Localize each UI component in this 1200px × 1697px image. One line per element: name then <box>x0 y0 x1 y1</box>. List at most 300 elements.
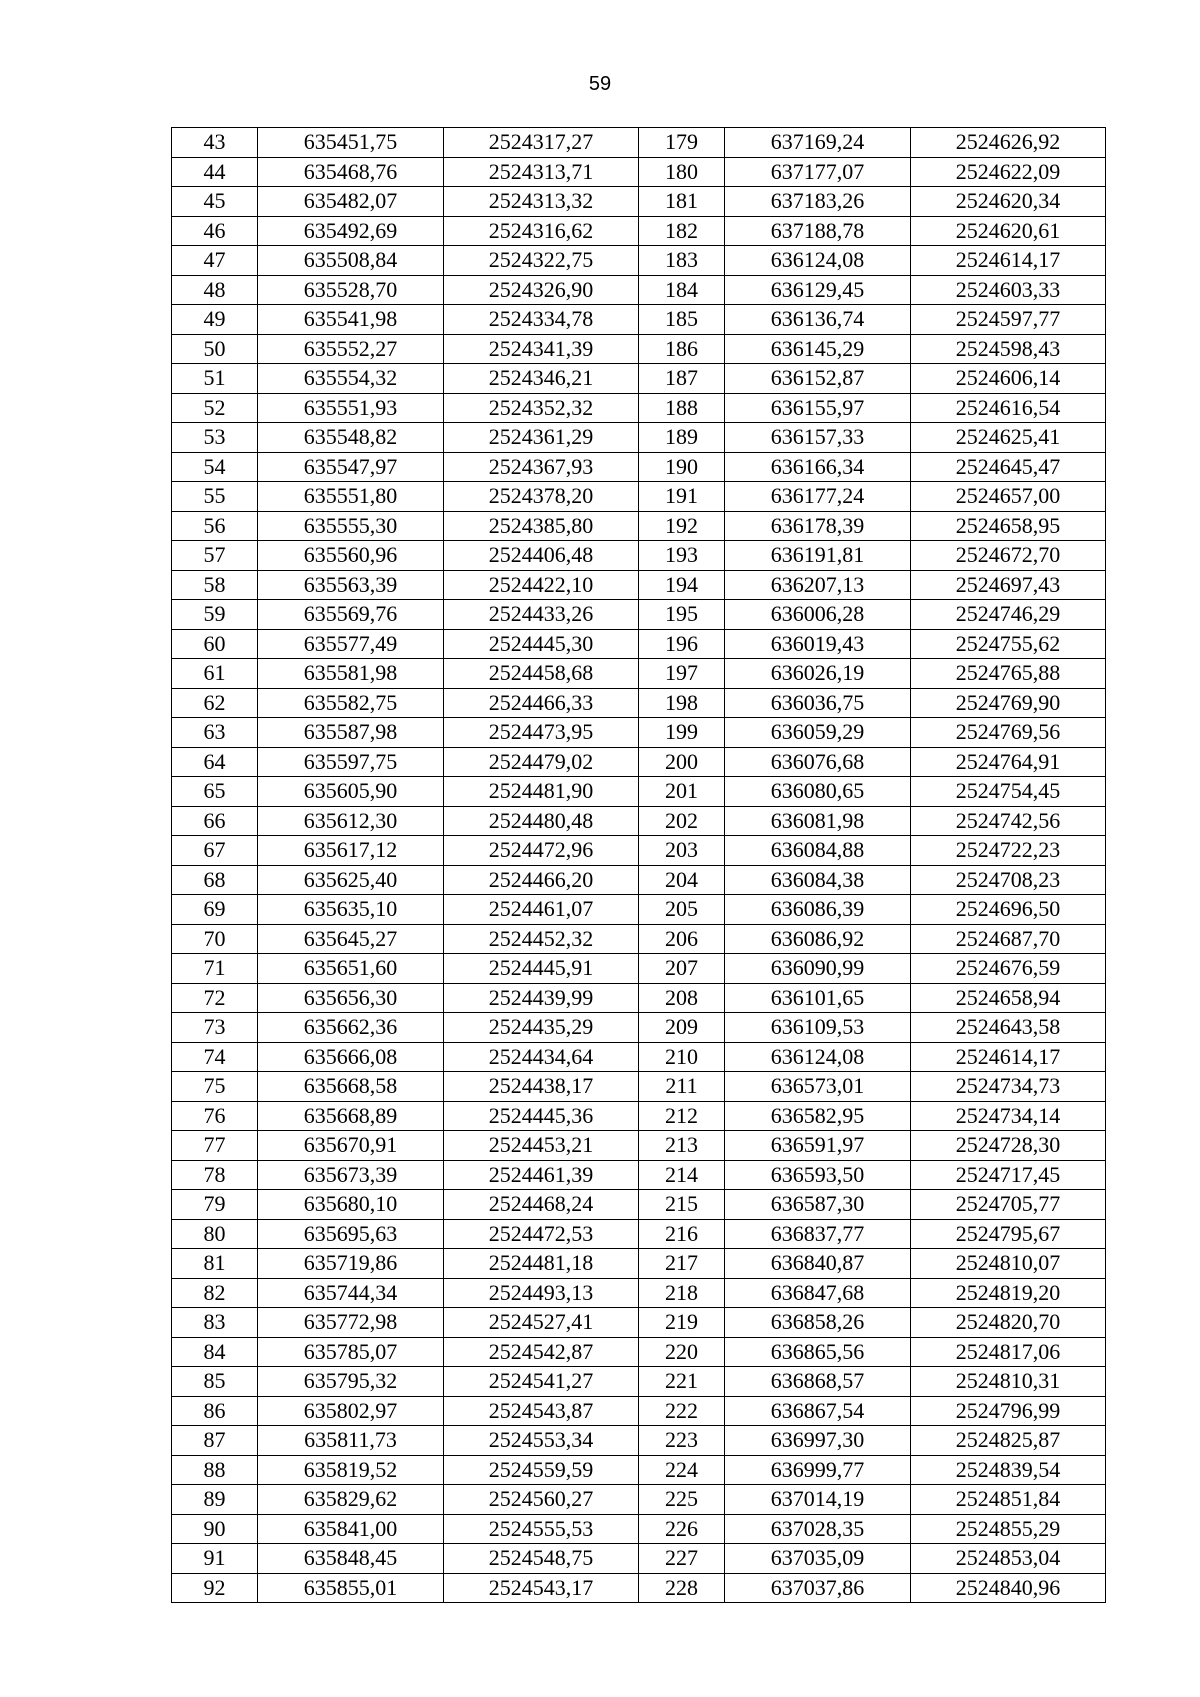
point-number-right: 182 <box>639 216 725 246</box>
x-coordinate-left: 635695,63 <box>258 1219 444 1249</box>
y-coordinate-right: 2524614,17 <box>911 246 1106 276</box>
point-number-left: 49 <box>172 305 258 335</box>
y-coordinate-left: 2524481,18 <box>444 1249 639 1279</box>
x-coordinate-right: 636166,34 <box>725 452 911 482</box>
x-coordinate-right: 636080,65 <box>725 777 911 807</box>
x-coordinate-right: 636145,29 <box>725 334 911 364</box>
coordinates-table-body <box>172 128 1106 1603</box>
x-coordinate-left: 635680,10 <box>258 1190 444 1220</box>
x-coordinate-left: 635645,27 <box>258 924 444 954</box>
y-coordinate-right: 2524851,84 <box>911 1485 1106 1515</box>
y-coordinate-left: 2524452,32 <box>444 924 639 954</box>
x-coordinate-left: 635451,75 <box>258 128 444 158</box>
y-coordinate-left: 2524493,13 <box>444 1278 639 1308</box>
point-number-left: 56 <box>172 511 258 541</box>
table-row <box>172 1190 1106 1220</box>
x-coordinate-left: 635617,12 <box>258 836 444 866</box>
point-number-right: 202 <box>639 806 725 836</box>
y-coordinate-right: 2524717,45 <box>911 1160 1106 1190</box>
table-row <box>172 423 1106 453</box>
table-row <box>172 659 1106 689</box>
x-coordinate-left: 635551,93 <box>258 393 444 423</box>
y-coordinate-right: 2524645,47 <box>911 452 1106 482</box>
table-row <box>172 1013 1106 1043</box>
y-coordinate-left: 2524553,34 <box>444 1426 639 1456</box>
y-coordinate-right: 2524708,23 <box>911 865 1106 895</box>
x-coordinate-right: 636086,39 <box>725 895 911 925</box>
point-number-left: 74 <box>172 1042 258 1072</box>
point-number-right: 209 <box>639 1013 725 1043</box>
y-coordinate-left: 2524560,27 <box>444 1485 639 1515</box>
table-row <box>172 1308 1106 1338</box>
x-coordinate-left: 635651,60 <box>258 954 444 984</box>
point-number-left: 44 <box>172 157 258 187</box>
x-coordinate-right: 636109,53 <box>725 1013 911 1043</box>
x-coordinate-left: 635802,97 <box>258 1396 444 1426</box>
x-coordinate-left: 635673,39 <box>258 1160 444 1190</box>
point-number-left: 46 <box>172 216 258 246</box>
point-number-left: 91 <box>172 1544 258 1574</box>
y-coordinate-right: 2524614,17 <box>911 1042 1106 1072</box>
x-coordinate-left: 635597,75 <box>258 747 444 777</box>
table-row <box>172 1573 1106 1603</box>
point-number-right: 181 <box>639 187 725 217</box>
point-number-right: 179 <box>639 128 725 158</box>
y-coordinate-right: 2524746,29 <box>911 600 1106 630</box>
x-coordinate-right: 636090,99 <box>725 954 911 984</box>
point-number-left: 61 <box>172 659 258 689</box>
table-row <box>172 718 1106 748</box>
x-coordinate-right: 636129,45 <box>725 275 911 305</box>
point-number-right: 195 <box>639 600 725 630</box>
x-coordinate-left: 635785,07 <box>258 1337 444 1367</box>
y-coordinate-right: 2524676,59 <box>911 954 1106 984</box>
point-number-right: 227 <box>639 1544 725 1574</box>
x-coordinate-right: 636582,95 <box>725 1101 911 1131</box>
x-coordinate-left: 635548,82 <box>258 423 444 453</box>
point-number-left: 57 <box>172 541 258 571</box>
y-coordinate-right: 2524795,67 <box>911 1219 1106 1249</box>
y-coordinate-right: 2524764,91 <box>911 747 1106 777</box>
y-coordinate-left: 2524473,95 <box>444 718 639 748</box>
y-coordinate-right: 2524755,62 <box>911 629 1106 659</box>
x-coordinate-right: 636101,65 <box>725 983 911 1013</box>
x-coordinate-right: 636868,57 <box>725 1367 911 1397</box>
table-row <box>172 865 1106 895</box>
x-coordinate-right: 637177,07 <box>725 157 911 187</box>
point-number-right: 191 <box>639 482 725 512</box>
x-coordinate-right: 636837,77 <box>725 1219 911 1249</box>
point-number-left: 53 <box>172 423 258 453</box>
y-coordinate-left: 2524542,87 <box>444 1337 639 1367</box>
y-coordinate-right: 2524598,43 <box>911 334 1106 364</box>
y-coordinate-right: 2524734,14 <box>911 1101 1106 1131</box>
x-coordinate-right: 636207,13 <box>725 570 911 600</box>
x-coordinate-left: 635587,98 <box>258 718 444 748</box>
y-coordinate-left: 2524468,24 <box>444 1190 639 1220</box>
table-row <box>172 1219 1106 1249</box>
y-coordinate-left: 2524472,96 <box>444 836 639 866</box>
x-coordinate-right: 636593,50 <box>725 1160 911 1190</box>
x-coordinate-left: 635841,00 <box>258 1514 444 1544</box>
point-number-left: 70 <box>172 924 258 954</box>
point-number-right: 211 <box>639 1072 725 1102</box>
table-row <box>172 1396 1106 1426</box>
point-number-left: 68 <box>172 865 258 895</box>
point-number-right: 183 <box>639 246 725 276</box>
x-coordinate-right: 636867,54 <box>725 1396 911 1426</box>
point-number-left: 87 <box>172 1426 258 1456</box>
table-row <box>172 600 1106 630</box>
y-coordinate-left: 2524466,33 <box>444 688 639 718</box>
table-row <box>172 305 1106 335</box>
point-number-left: 81 <box>172 1249 258 1279</box>
x-coordinate-left: 635819,52 <box>258 1455 444 1485</box>
x-coordinate-left: 635829,62 <box>258 1485 444 1515</box>
y-coordinate-right: 2524722,23 <box>911 836 1106 866</box>
x-coordinate-right: 637188,78 <box>725 216 911 246</box>
point-number-right: 218 <box>639 1278 725 1308</box>
point-number-left: 51 <box>172 364 258 394</box>
point-number-right: 185 <box>639 305 725 335</box>
x-coordinate-left: 635811,73 <box>258 1426 444 1456</box>
point-number-right: 213 <box>639 1131 725 1161</box>
table-row <box>172 777 1106 807</box>
x-coordinate-right: 637169,24 <box>725 128 911 158</box>
point-number-left: 86 <box>172 1396 258 1426</box>
x-coordinate-right: 636006,28 <box>725 600 911 630</box>
y-coordinate-left: 2524461,07 <box>444 895 639 925</box>
y-coordinate-left: 2524527,41 <box>444 1308 639 1338</box>
point-number-right: 189 <box>639 423 725 453</box>
table-row <box>172 482 1106 512</box>
y-coordinate-right: 2524597,77 <box>911 305 1106 335</box>
x-coordinate-right: 636084,38 <box>725 865 911 895</box>
y-coordinate-left: 2524434,64 <box>444 1042 639 1072</box>
y-coordinate-right: 2524696,50 <box>911 895 1106 925</box>
point-number-right: 208 <box>639 983 725 1013</box>
point-number-left: 73 <box>172 1013 258 1043</box>
table-row <box>172 246 1106 276</box>
y-coordinate-right: 2524839,54 <box>911 1455 1106 1485</box>
y-coordinate-right: 2524603,33 <box>911 275 1106 305</box>
point-number-left: 80 <box>172 1219 258 1249</box>
point-number-right: 187 <box>639 364 725 394</box>
x-coordinate-left: 635668,58 <box>258 1072 444 1102</box>
y-coordinate-left: 2524341,39 <box>444 334 639 364</box>
y-coordinate-left: 2524472,53 <box>444 1219 639 1249</box>
y-coordinate-left: 2524543,87 <box>444 1396 639 1426</box>
point-number-left: 54 <box>172 452 258 482</box>
point-number-right: 193 <box>639 541 725 571</box>
y-coordinate-left: 2524438,17 <box>444 1072 639 1102</box>
table-row <box>172 895 1106 925</box>
point-number-left: 55 <box>172 482 258 512</box>
table-row <box>172 983 1106 1013</box>
x-coordinate-left: 635719,86 <box>258 1249 444 1279</box>
point-number-right: 203 <box>639 836 725 866</box>
point-number-right: 207 <box>639 954 725 984</box>
point-number-left: 78 <box>172 1160 258 1190</box>
table-row <box>172 334 1106 364</box>
x-coordinate-right: 636587,30 <box>725 1190 911 1220</box>
y-coordinate-left: 2524453,21 <box>444 1131 639 1161</box>
y-coordinate-right: 2524855,29 <box>911 1514 1106 1544</box>
y-coordinate-right: 2524820,70 <box>911 1308 1106 1338</box>
x-coordinate-left: 635563,39 <box>258 570 444 600</box>
point-number-left: 59 <box>172 600 258 630</box>
x-coordinate-left: 635625,40 <box>258 865 444 895</box>
point-number-right: 220 <box>639 1337 725 1367</box>
x-coordinate-right: 636124,08 <box>725 246 911 276</box>
y-coordinate-right: 2524622,09 <box>911 157 1106 187</box>
y-coordinate-left: 2524461,39 <box>444 1160 639 1190</box>
y-coordinate-left: 2524326,90 <box>444 275 639 305</box>
table-row <box>172 541 1106 571</box>
x-coordinate-right: 636081,98 <box>725 806 911 836</box>
y-coordinate-left: 2524548,75 <box>444 1544 639 1574</box>
y-coordinate-left: 2524481,90 <box>444 777 639 807</box>
point-number-left: 50 <box>172 334 258 364</box>
x-coordinate-right: 636865,56 <box>725 1337 911 1367</box>
point-number-left: 58 <box>172 570 258 600</box>
y-coordinate-left: 2524559,59 <box>444 1455 639 1485</box>
point-number-left: 52 <box>172 393 258 423</box>
table-row <box>172 1249 1106 1279</box>
table-row <box>172 511 1106 541</box>
y-coordinate-left: 2524445,36 <box>444 1101 639 1131</box>
point-number-left: 48 <box>172 275 258 305</box>
y-coordinate-left: 2524543,17 <box>444 1573 639 1603</box>
y-coordinate-right: 2524742,56 <box>911 806 1106 836</box>
table-row <box>172 1367 1106 1397</box>
point-number-left: 84 <box>172 1337 258 1367</box>
point-number-left: 75 <box>172 1072 258 1102</box>
table-row <box>172 924 1106 954</box>
x-coordinate-left: 635855,01 <box>258 1573 444 1603</box>
table-row <box>172 216 1106 246</box>
y-coordinate-right: 2524620,61 <box>911 216 1106 246</box>
x-coordinate-right: 637183,26 <box>725 187 911 217</box>
point-number-left: 85 <box>172 1367 258 1397</box>
point-number-left: 65 <box>172 777 258 807</box>
table-row <box>172 570 1106 600</box>
x-coordinate-left: 635560,96 <box>258 541 444 571</box>
y-coordinate-left: 2524406,48 <box>444 541 639 571</box>
table-row <box>172 1337 1106 1367</box>
x-coordinate-left: 635551,80 <box>258 482 444 512</box>
x-coordinate-right: 636019,43 <box>725 629 911 659</box>
table-row <box>172 954 1106 984</box>
x-coordinate-right: 637014,19 <box>725 1485 911 1515</box>
x-coordinate-left: 635468,76 <box>258 157 444 187</box>
table-row <box>172 629 1106 659</box>
point-number-right: 228 <box>639 1573 725 1603</box>
point-number-right: 216 <box>639 1219 725 1249</box>
y-coordinate-left: 2524322,75 <box>444 246 639 276</box>
y-coordinate-left: 2524316,62 <box>444 216 639 246</box>
table-row <box>172 157 1106 187</box>
table-row <box>172 806 1106 836</box>
x-coordinate-right: 636076,68 <box>725 747 911 777</box>
y-coordinate-right: 2524705,77 <box>911 1190 1106 1220</box>
table-row <box>172 1514 1106 1544</box>
point-number-left: 90 <box>172 1514 258 1544</box>
point-number-right: 197 <box>639 659 725 689</box>
page-number: 59 <box>588 73 612 95</box>
x-coordinate-left: 635554,32 <box>258 364 444 394</box>
y-coordinate-left: 2524367,93 <box>444 452 639 482</box>
point-number-right: 198 <box>639 688 725 718</box>
point-number-right: 222 <box>639 1396 725 1426</box>
y-coordinate-right: 2524769,56 <box>911 718 1106 748</box>
point-number-left: 83 <box>172 1308 258 1338</box>
x-coordinate-left: 635635,10 <box>258 895 444 925</box>
x-coordinate-left: 635612,30 <box>258 806 444 836</box>
table-row <box>172 1544 1106 1574</box>
y-coordinate-right: 2524769,90 <box>911 688 1106 718</box>
x-coordinate-left: 635772,98 <box>258 1308 444 1338</box>
point-number-right: 226 <box>639 1514 725 1544</box>
y-coordinate-right: 2524734,73 <box>911 1072 1106 1102</box>
x-coordinate-left: 635582,75 <box>258 688 444 718</box>
point-number-left: 67 <box>172 836 258 866</box>
y-coordinate-left: 2524313,32 <box>444 187 639 217</box>
point-number-right: 217 <box>639 1249 725 1279</box>
x-coordinate-right: 636191,81 <box>725 541 911 571</box>
x-coordinate-left: 635662,36 <box>258 1013 444 1043</box>
y-coordinate-right: 2524817,06 <box>911 1337 1106 1367</box>
table-row <box>172 1042 1106 1072</box>
y-coordinate-left: 2524352,32 <box>444 393 639 423</box>
y-coordinate-left: 2524479,02 <box>444 747 639 777</box>
y-coordinate-right: 2524687,70 <box>911 924 1106 954</box>
point-number-left: 89 <box>172 1485 258 1515</box>
x-coordinate-left: 635482,07 <box>258 187 444 217</box>
point-number-right: 200 <box>639 747 725 777</box>
y-coordinate-left: 2524541,27 <box>444 1367 639 1397</box>
x-coordinate-right: 636026,19 <box>725 659 911 689</box>
point-number-right: 223 <box>639 1426 725 1456</box>
point-number-left: 63 <box>172 718 258 748</box>
x-coordinate-left: 635577,49 <box>258 629 444 659</box>
y-coordinate-right: 2524853,04 <box>911 1544 1106 1574</box>
x-coordinate-left: 635528,70 <box>258 275 444 305</box>
x-coordinate-left: 635668,89 <box>258 1101 444 1131</box>
x-coordinate-right: 636152,87 <box>725 364 911 394</box>
y-coordinate-right: 2524765,88 <box>911 659 1106 689</box>
x-coordinate-right: 637028,35 <box>725 1514 911 1544</box>
x-coordinate-left: 635552,27 <box>258 334 444 364</box>
y-coordinate-left: 2524458,68 <box>444 659 639 689</box>
point-number-left: 71 <box>172 954 258 984</box>
y-coordinate-right: 2524810,07 <box>911 1249 1106 1279</box>
point-number-right: 224 <box>639 1455 725 1485</box>
y-coordinate-right: 2524810,31 <box>911 1367 1106 1397</box>
x-coordinate-left: 635605,90 <box>258 777 444 807</box>
y-coordinate-left: 2524334,78 <box>444 305 639 335</box>
point-number-left: 79 <box>172 1190 258 1220</box>
table-row <box>172 688 1106 718</box>
x-coordinate-right: 636591,97 <box>725 1131 911 1161</box>
x-coordinate-right: 636059,29 <box>725 718 911 748</box>
point-number-right: 192 <box>639 511 725 541</box>
table-row <box>172 836 1106 866</box>
point-number-left: 47 <box>172 246 258 276</box>
y-coordinate-right: 2524728,30 <box>911 1131 1106 1161</box>
table-row <box>172 1455 1106 1485</box>
y-coordinate-left: 2524361,29 <box>444 423 639 453</box>
y-coordinate-left: 2524422,10 <box>444 570 639 600</box>
y-coordinate-right: 2524697,43 <box>911 570 1106 600</box>
y-coordinate-right: 2524620,34 <box>911 187 1106 217</box>
table-row <box>172 275 1106 305</box>
table-row <box>172 1072 1106 1102</box>
point-number-right: 214 <box>639 1160 725 1190</box>
point-number-right: 194 <box>639 570 725 600</box>
y-coordinate-right: 2524616,54 <box>911 393 1106 423</box>
point-number-right: 205 <box>639 895 725 925</box>
point-number-left: 45 <box>172 187 258 217</box>
x-coordinate-right: 636124,08 <box>725 1042 911 1072</box>
x-coordinate-right: 636086,92 <box>725 924 911 954</box>
point-number-right: 180 <box>639 157 725 187</box>
x-coordinate-left: 635795,32 <box>258 1367 444 1397</box>
x-coordinate-right: 636858,26 <box>725 1308 911 1338</box>
x-coordinate-left: 635581,98 <box>258 659 444 689</box>
y-coordinate-right: 2524658,94 <box>911 983 1106 1013</box>
x-coordinate-right: 636036,75 <box>725 688 911 718</box>
x-coordinate-left: 635656,30 <box>258 983 444 1013</box>
point-number-right: 219 <box>639 1308 725 1338</box>
table-row <box>172 1426 1106 1456</box>
point-number-right: 184 <box>639 275 725 305</box>
y-coordinate-right: 2524672,70 <box>911 541 1106 571</box>
y-coordinate-left: 2524466,20 <box>444 865 639 895</box>
y-coordinate-left: 2524555,53 <box>444 1514 639 1544</box>
y-coordinate-right: 2524796,99 <box>911 1396 1106 1426</box>
x-coordinate-right: 636997,30 <box>725 1426 911 1456</box>
y-coordinate-left: 2524317,27 <box>444 128 639 158</box>
x-coordinate-left: 635848,45 <box>258 1544 444 1574</box>
point-number-right: 221 <box>639 1367 725 1397</box>
x-coordinate-right: 636999,77 <box>725 1455 911 1485</box>
table-row <box>172 452 1106 482</box>
table-row <box>172 1131 1106 1161</box>
point-number-right: 199 <box>639 718 725 748</box>
point-number-right: 190 <box>639 452 725 482</box>
point-number-left: 88 <box>172 1455 258 1485</box>
x-coordinate-right: 636177,24 <box>725 482 911 512</box>
x-coordinate-right: 636840,87 <box>725 1249 911 1279</box>
table-row <box>172 1160 1106 1190</box>
point-number-right: 210 <box>639 1042 725 1072</box>
table-row <box>172 1278 1106 1308</box>
x-coordinate-left: 635555,30 <box>258 511 444 541</box>
point-number-left: 66 <box>172 806 258 836</box>
point-number-left: 77 <box>172 1131 258 1161</box>
x-coordinate-left: 635569,76 <box>258 600 444 630</box>
y-coordinate-right: 2524606,14 <box>911 364 1106 394</box>
x-coordinate-right: 636084,88 <box>725 836 911 866</box>
y-coordinate-left: 2524385,80 <box>444 511 639 541</box>
point-number-right: 212 <box>639 1101 725 1131</box>
table-row <box>172 393 1106 423</box>
x-coordinate-left: 635492,69 <box>258 216 444 246</box>
y-coordinate-left: 2524378,20 <box>444 482 639 512</box>
y-coordinate-right: 2524658,95 <box>911 511 1106 541</box>
point-number-left: 64 <box>172 747 258 777</box>
